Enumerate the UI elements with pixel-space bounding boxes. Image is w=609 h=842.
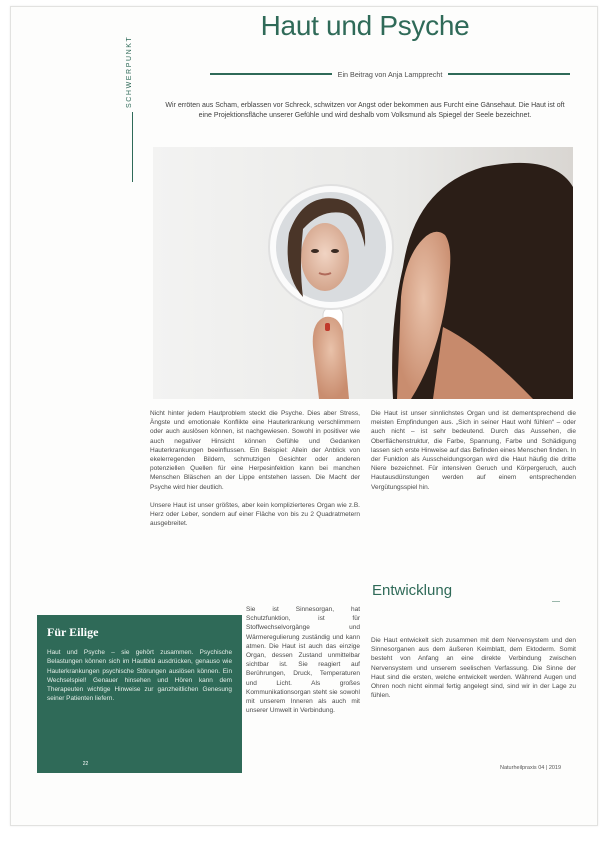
body-paragraph: Sie ist Sinnesorgan, hat Schutzfunktion, ist für Stoffwechselvorgänge und Wärmeregulierung zuständig und kann atmen. Die Haut ist auch das einzige Organ, dessen Zustand unmittelbar sichtbar ist. Sie reagiert auf Berührungen, Druck, Temperaturen und Licht. Als großes Kommunikationsorgan steht sie sowohl mit unserem Inneren als auch mit unserer Umwelt in Verbindung. <box>246 606 360 715</box>
article-photo <box>153 147 573 399</box>
body-paragraph: Die Haut ist unser sinnlichstes Organ und ist dementsprechend die meisten Empfindungen aus. „Sich in seiner Haut wohl fühlen“ – oder auch nicht – ist sehr bedeutend. Durch das Aussehen, die Oberflächenstruktur, die Farbe, Spannung, Farbe und Schädigung lassen sich erste Hinweise auf das Befinden eines Menschen finden. In der Funktion als Ausscheidungsorgan wird die Haut häufig die dritte Niere bezeichnet. Für intensiven Geruch und Körpergeruch, auch Hautausdünstungen werden auf einem entsprechenden Vergütungsspiel hin. <box>371 410 576 491</box>
body-column-right-lower <box>371 636 576 709</box>
body-paragraph: Unsere Haut ist unser größtes, aber kein komplizierteres Organ wie z.B. Herz oder Leber, sondern auf einer Fläche von bis zu 2 Quadratmetern ausgebreitet. <box>150 501 360 528</box>
body-column-left-continued <box>246 605 360 724</box>
body-column-right <box>371 409 576 501</box>
section-tag: SCHWERPUNKT <box>126 35 133 108</box>
publication-footer: Naturheilpraxis 04 | 2019 <box>500 765 562 771</box>
section-heading-rule <box>552 601 560 602</box>
mirror-woman-illustration <box>153 147 573 399</box>
summary-box-text: Haut und Psyche – sie gehört zusammen. Psychische Belastungen können sich im Hautbild ausdrücken, genauso wie Hauterkrankungen psychische Störungen auslösen können. Ein Wechselspiel! Genauer hinsehen und Hören kann dem Therapeuten wichtige Hinweise zur ganzheitlichen Genesung seiner Patienten liefern. <box>47 649 232 703</box>
byline-rule-left <box>210 73 332 75</box>
byline-rule-right <box>448 73 570 75</box>
intro-text: Wir erröten aus Scham, erblassen vor Schreck, schwitzen vor Angst oder bekommen aus Furcht eine Gänsehaut. Die Haut ist oft eine Projektionsfläche unserer Gefühle und wird deshalb vom Volksmund als Spiegel der Seele bezeichnet. <box>165 102 565 120</box>
summary-box <box>37 615 242 773</box>
body-column-left <box>150 409 360 537</box>
body-paragraph: Nicht hinter jedem Hautproblem steckt die Psyche. Dies aber Stress, Ängste und emotionale Konflikte eine Hauterkrankung verschlimmern oder auch auslösen können, ist nachgewiesen. Sowohl in positiver wie auch negativer Hinsicht können Gefühle und Gedanken Hauterkrankungen beeinflussen. Ein Beispiel: Allein der Anblick von ekelerregenden Bildern, schmutzigen Gesichter oder anderen potenziellen Quellen für eine Herpesinfektion kann bei manchen Menschen Bläschen an der Lippe entstehen lassen. Die Macht der Psyche wird hier deutlich. <box>150 410 360 491</box>
byline-text: Ein Beitrag von Anja Lampprecht <box>337 69 443 79</box>
byline <box>210 68 570 80</box>
article-title: Haut und Psyche <box>260 10 470 41</box>
page-number: 22 <box>82 761 89 767</box>
section-heading: Entwicklung <box>372 582 453 599</box>
body-paragraph: Die Haut entwickelt sich zusammen mit dem Nervensystem und den Sinnesorganen aus dem äußeren Keimblatt, dem Ektoderm. Somit besteht von Anfang an eine direkte Verbindung zwischen Nervensystem und unserem seelischen Verfassung. Die Sinne der Haut sind die ersten, welche entwickelt werden. Während Augen und Ohren noch nicht einmal fertig angelegt sind, sind wir in der Lage zu fühlen. <box>371 637 576 700</box>
section-tag-rule <box>132 112 133 182</box>
summary-box-title: Für Eilige <box>47 625 99 639</box>
